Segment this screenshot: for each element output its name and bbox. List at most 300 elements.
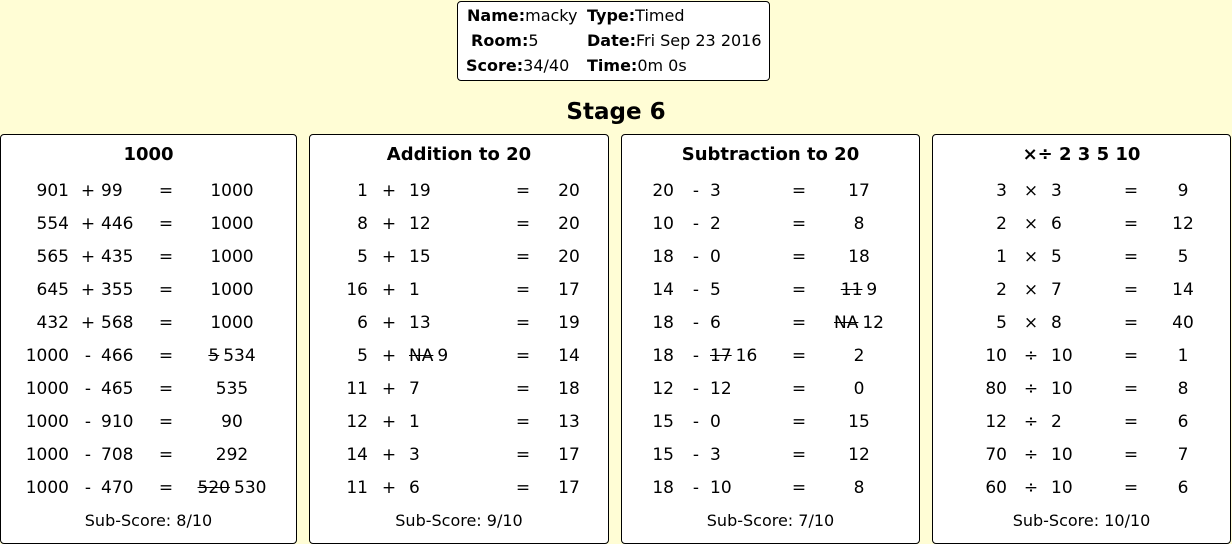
sub-score: Sub-Score: 10/10 — [1012, 511, 1151, 530]
panel-title: Subtraction to 20 — [681, 144, 860, 165]
operator: ÷ — [1023, 379, 1039, 399]
operand-b: 7 — [409, 379, 420, 399]
equals-sign: = — [791, 214, 807, 234]
correct-answer: 9 — [1177, 181, 1189, 201]
operand-a: 15 — [652, 445, 674, 465]
equation-row — [1, 344, 296, 368]
room-value: 5 — [528, 31, 539, 50]
equals-sign: = — [791, 478, 807, 498]
operator: ÷ — [1023, 478, 1039, 498]
equation-row — [622, 212, 919, 236]
answer — [509, 344, 609, 368]
operand-a: 2 — [996, 280, 1007, 300]
operand-b-wrap — [101, 377, 133, 401]
operand-b: 5 — [710, 280, 721, 300]
equals-sign: = — [158, 478, 174, 498]
operator: - — [692, 247, 700, 267]
operator: + — [80, 214, 96, 234]
correct-answer: 8 — [853, 214, 865, 234]
equation-row — [310, 377, 608, 401]
operand-a: 11 — [346, 478, 368, 498]
operand-b-wrap — [1051, 245, 1062, 269]
correct-answer: 0 — [853, 379, 865, 399]
operand-b: 2 — [710, 214, 721, 234]
equation-row — [933, 278, 1230, 302]
equation-row — [1, 410, 296, 434]
operator: - — [692, 313, 700, 333]
operator: + — [381, 247, 397, 267]
operand-b-wrap — [710, 476, 732, 500]
operand-b-wrap — [101, 245, 133, 269]
equals-sign: = — [1123, 445, 1139, 465]
operand-a: 565 — [36, 247, 69, 267]
operand-b-wrap — [409, 212, 431, 236]
operand-b: 910 — [101, 412, 134, 432]
equation-row — [933, 179, 1230, 203]
correct-answer: 1000 — [210, 214, 254, 234]
answer — [172, 179, 292, 203]
operator: + — [381, 379, 397, 399]
equals-sign: = — [791, 379, 807, 399]
equation-row — [622, 278, 919, 302]
score-label: Score: — [466, 56, 524, 75]
equation-row — [1, 476, 296, 500]
operand-b: 1 — [409, 412, 420, 432]
equation-row — [1, 377, 296, 401]
operand-b: 8 — [1051, 313, 1062, 333]
operand-b-wrap — [101, 476, 133, 500]
correct-answer: 15 — [848, 412, 870, 432]
operator: - — [84, 412, 92, 432]
equals-sign: = — [791, 247, 807, 267]
operand-a: 5 — [996, 313, 1007, 333]
operand-b: 15 — [409, 247, 431, 267]
operator: - — [84, 478, 92, 498]
equation-row — [933, 476, 1230, 500]
operand-b: 5 — [1051, 247, 1062, 267]
operand-a: 2 — [996, 214, 1007, 234]
operand-a: 1 — [996, 247, 1007, 267]
correct-answer: 6 — [1177, 478, 1189, 498]
type-field — [587, 6, 684, 25]
answer — [799, 245, 919, 269]
operator: × — [1023, 247, 1039, 267]
equation-row — [310, 410, 608, 434]
operand-b-wrap — [101, 344, 133, 368]
operand-a: 645 — [36, 280, 69, 300]
operand-a: 8 — [357, 214, 368, 234]
answer — [1123, 278, 1231, 302]
correct-answer: 1000 — [210, 280, 254, 300]
operand-a: 1000 — [25, 346, 69, 366]
answer — [172, 278, 292, 302]
operand-b-wrap — [101, 212, 133, 236]
operator: - — [692, 478, 700, 498]
operand-b-wrap — [409, 179, 431, 203]
operator: + — [381, 346, 397, 366]
correct-answer: 17 — [558, 478, 580, 498]
operand-a: 70 — [985, 445, 1007, 465]
equals-sign: = — [515, 346, 531, 366]
answer — [799, 443, 919, 467]
equals-sign: = — [515, 214, 531, 234]
operator: + — [80, 181, 96, 201]
operand-b-wrap — [101, 410, 133, 434]
operator: + — [381, 478, 397, 498]
operand-a: 18 — [652, 247, 674, 267]
panel-title: Addition to 20 — [386, 144, 532, 165]
answer — [1123, 344, 1231, 368]
equals-sign: = — [1123, 181, 1139, 201]
operator: - — [692, 412, 700, 432]
score-field — [466, 56, 569, 75]
operand-a: 1000 — [25, 478, 69, 498]
equation-row — [1, 443, 296, 467]
name-field — [467, 6, 577, 25]
correct-answer: 14 — [558, 346, 580, 366]
equals-sign: = — [1123, 313, 1139, 333]
operand-a: 5 — [357, 346, 368, 366]
answer — [172, 311, 292, 335]
answer — [509, 212, 609, 236]
operand-a: 1 — [357, 181, 368, 201]
answer — [509, 311, 609, 335]
operand-b-wrap — [101, 443, 133, 467]
equation-row — [622, 179, 919, 203]
correct-answer: 12 — [1172, 214, 1194, 234]
sub-score: Sub-Score: 7/10 — [706, 511, 835, 530]
equals-sign: = — [1123, 478, 1139, 498]
correct-answer: 1000 — [210, 313, 254, 333]
operand-b: 16 — [735, 346, 758, 366]
equation-row — [310, 443, 608, 467]
correct-answer: 8 — [853, 478, 865, 498]
answer — [1123, 245, 1231, 269]
equals-sign: = — [1123, 412, 1139, 432]
answer — [172, 410, 292, 434]
equals-sign: = — [791, 412, 807, 432]
operator: + — [381, 445, 397, 465]
correct-answer: 1000 — [210, 181, 254, 201]
operator: + — [381, 313, 397, 333]
operand-a: 6 — [357, 313, 368, 333]
panel-title: ×÷ 2 3 5 10 — [1022, 144, 1141, 165]
operand-b-wrap — [409, 443, 420, 467]
equals-sign: = — [515, 313, 531, 333]
answer — [799, 377, 919, 401]
operand-b: 19 — [409, 181, 431, 201]
answer — [1123, 377, 1231, 401]
operand-b-wrap — [710, 278, 721, 302]
operand-b-wrap — [710, 377, 732, 401]
info-box — [457, 1, 770, 81]
operator: + — [381, 280, 397, 300]
operand-a: 10 — [652, 214, 674, 234]
correct-answer: 20 — [558, 247, 580, 267]
equals-sign: = — [158, 346, 174, 366]
correct-answer: 20 — [558, 214, 580, 234]
operand-a: 14 — [652, 280, 674, 300]
answer — [1123, 179, 1231, 203]
type-value: Timed — [635, 6, 685, 25]
operand-a: 5 — [357, 247, 368, 267]
operand-a: 60 — [985, 478, 1007, 498]
correct-answer: 8 — [1177, 379, 1189, 399]
answer — [509, 278, 609, 302]
correct-answer: 292 — [215, 445, 249, 465]
operand-b-wrap — [409, 344, 448, 368]
answer — [1123, 311, 1231, 335]
equals-sign: = — [158, 445, 174, 465]
operator: ÷ — [1023, 346, 1039, 366]
equation-row — [1, 245, 296, 269]
operand-b: 6 — [1051, 214, 1062, 234]
answer — [172, 245, 292, 269]
answer — [509, 476, 609, 500]
equals-sign: = — [515, 445, 531, 465]
operand-a: 11 — [346, 379, 368, 399]
operand-b: 446 — [101, 214, 134, 234]
correct-answer: 12 — [862, 313, 884, 333]
answer — [509, 179, 609, 203]
operator: - — [692, 280, 700, 300]
operand-b: 466 — [101, 346, 134, 366]
operand-a: 1000 — [25, 379, 69, 399]
equals-sign: = — [791, 280, 807, 300]
equals-sign: = — [515, 280, 531, 300]
wrong-answer: 520 — [197, 478, 230, 498]
panel-title: 1000 — [123, 144, 174, 165]
operand-b: 9 — [437, 346, 449, 366]
answer — [172, 377, 292, 401]
answer — [1123, 443, 1231, 467]
operand-b: 0 — [710, 412, 721, 432]
equation-row — [310, 311, 608, 335]
operand-a: 18 — [652, 313, 674, 333]
operand-b-wrap — [101, 278, 133, 302]
equals-sign: = — [1123, 280, 1139, 300]
answer — [799, 476, 919, 500]
wrong-answer: 11 — [840, 280, 863, 300]
answer — [799, 410, 919, 434]
operand-b: 435 — [101, 247, 134, 267]
operand-b-wrap — [101, 179, 123, 203]
operand-b: 708 — [101, 445, 134, 465]
equation-row — [310, 278, 608, 302]
equation-row — [310, 212, 608, 236]
operand-b-wrap — [710, 443, 721, 467]
equation-row — [933, 245, 1230, 269]
operand-a: 20 — [652, 181, 674, 201]
operator: - — [84, 346, 92, 366]
operand-a: 1000 — [25, 445, 69, 465]
answer — [172, 476, 292, 500]
time-value: 0m 0s — [637, 56, 687, 75]
correct-answer: 18 — [848, 247, 870, 267]
wrong-operand: 17 — [710, 346, 732, 366]
operand-a: 15 — [652, 412, 674, 432]
correct-answer: 1000 — [210, 247, 254, 267]
equals-sign: = — [791, 445, 807, 465]
equation-row — [622, 476, 919, 500]
operand-b-wrap — [1051, 377, 1073, 401]
equation-row — [622, 377, 919, 401]
operand-b: 3 — [710, 445, 721, 465]
equals-sign: = — [158, 214, 174, 234]
time-label: Time: — [587, 56, 638, 75]
answer — [799, 212, 919, 236]
operand-b-wrap — [101, 311, 133, 335]
operand-b-wrap — [710, 245, 721, 269]
panel-1 — [0, 134, 297, 544]
operand-b-wrap — [1051, 476, 1073, 500]
operand-a: 18 — [652, 346, 674, 366]
operand-b: 355 — [101, 280, 134, 300]
operand-b-wrap — [409, 311, 431, 335]
equals-sign: = — [515, 379, 531, 399]
answer — [799, 344, 919, 368]
correct-answer: 17 — [848, 181, 870, 201]
equals-sign: = — [1123, 346, 1139, 366]
equals-sign: = — [158, 379, 174, 399]
panel-2 — [309, 134, 609, 544]
equation-row — [933, 377, 1230, 401]
operand-a: 3 — [996, 181, 1007, 201]
operator: + — [80, 247, 96, 267]
equation-row — [622, 410, 919, 434]
equation-row — [622, 443, 919, 467]
equals-sign: = — [158, 313, 174, 333]
answer — [1123, 476, 1231, 500]
equals-sign: = — [1123, 247, 1139, 267]
operand-b-wrap — [1051, 344, 1073, 368]
operator: - — [692, 181, 700, 201]
correct-answer: 535 — [215, 379, 249, 399]
operator: - — [692, 379, 700, 399]
equals-sign: = — [158, 181, 174, 201]
panel-3 — [621, 134, 920, 544]
operator: - — [692, 445, 700, 465]
correct-answer: 530 — [234, 478, 267, 498]
equals-sign: = — [158, 412, 174, 432]
operator: + — [80, 280, 96, 300]
operand-b: 10 — [1051, 478, 1073, 498]
equals-sign: = — [515, 412, 531, 432]
operand-b: 3 — [409, 445, 420, 465]
type-label: Type: — [587, 6, 636, 25]
operator: × — [1023, 214, 1039, 234]
answer — [509, 377, 609, 401]
equation-row — [933, 212, 1230, 236]
operand-b: 10 — [1051, 379, 1073, 399]
equals-sign: = — [791, 313, 807, 333]
equation-row — [310, 344, 608, 368]
operand-a: 18 — [652, 478, 674, 498]
equals-sign: = — [515, 247, 531, 267]
operand-b-wrap — [409, 410, 420, 434]
equals-sign: = — [1123, 214, 1139, 234]
answer — [1123, 212, 1231, 236]
equals-sign: = — [791, 181, 807, 201]
operand-b-wrap — [710, 410, 721, 434]
operand-a: 554 — [36, 214, 69, 234]
answer — [509, 245, 609, 269]
operand-a: 901 — [36, 181, 69, 201]
correct-answer: 9 — [866, 280, 878, 300]
operand-b-wrap — [1051, 278, 1062, 302]
date-value: Fri Sep 23 2016 — [635, 31, 762, 50]
equation-row — [933, 443, 1230, 467]
correct-answer: 7 — [1177, 445, 1189, 465]
name-label: Name: — [467, 6, 526, 25]
operand-a: 432 — [36, 313, 69, 333]
operator: - — [692, 214, 700, 234]
operand-a: 12 — [346, 412, 368, 432]
equals-sign: = — [515, 181, 531, 201]
operand-b: 7 — [1051, 280, 1062, 300]
equals-sign: = — [158, 247, 174, 267]
equation-row — [1, 311, 296, 335]
operand-b: 13 — [409, 313, 431, 333]
operand-b: 10 — [1051, 346, 1073, 366]
operator: + — [381, 412, 397, 432]
operand-b-wrap — [409, 278, 420, 302]
operator: + — [80, 313, 96, 333]
answer — [172, 212, 292, 236]
operand-b: 12 — [710, 379, 732, 399]
sub-score: Sub-Score: 9/10 — [395, 511, 523, 530]
equals-sign: = — [791, 346, 807, 366]
correct-answer: 12 — [848, 445, 870, 465]
wrong-operand: NA — [409, 346, 434, 366]
correct-answer: 2 — [853, 346, 865, 366]
correct-answer: 18 — [558, 379, 580, 399]
equation-row — [622, 311, 919, 335]
equation-row — [1, 212, 296, 236]
equation-row — [933, 344, 1230, 368]
time-field — [587, 56, 687, 75]
room-field — [471, 31, 539, 50]
operator: ÷ — [1023, 445, 1039, 465]
room-label: Room: — [471, 31, 529, 50]
operand-b-wrap — [409, 245, 431, 269]
correct-answer: 534 — [223, 346, 256, 366]
operand-b: 465 — [101, 379, 134, 399]
equation-row — [933, 311, 1230, 335]
answer — [799, 179, 919, 203]
operand-b-wrap — [1051, 212, 1062, 236]
correct-answer: 20 — [558, 181, 580, 201]
operator: - — [84, 445, 92, 465]
equation-row — [310, 476, 608, 500]
answer — [509, 410, 609, 434]
operand-b-wrap — [409, 476, 420, 500]
date-field — [587, 31, 762, 50]
operand-b-wrap — [1051, 179, 1062, 203]
wrong-answer: NA — [834, 313, 859, 333]
correct-answer: 1 — [1177, 346, 1189, 366]
correct-answer: 5 — [1177, 247, 1189, 267]
operator: + — [381, 181, 397, 201]
operand-b: 10 — [710, 478, 732, 498]
stage-title: Stage 6 — [566, 99, 666, 125]
operand-a: 80 — [985, 379, 1007, 399]
operand-b-wrap — [710, 212, 721, 236]
operator: - — [692, 346, 700, 366]
operand-b-wrap — [1051, 311, 1062, 335]
operand-b: 568 — [101, 313, 134, 333]
answer — [799, 278, 919, 302]
